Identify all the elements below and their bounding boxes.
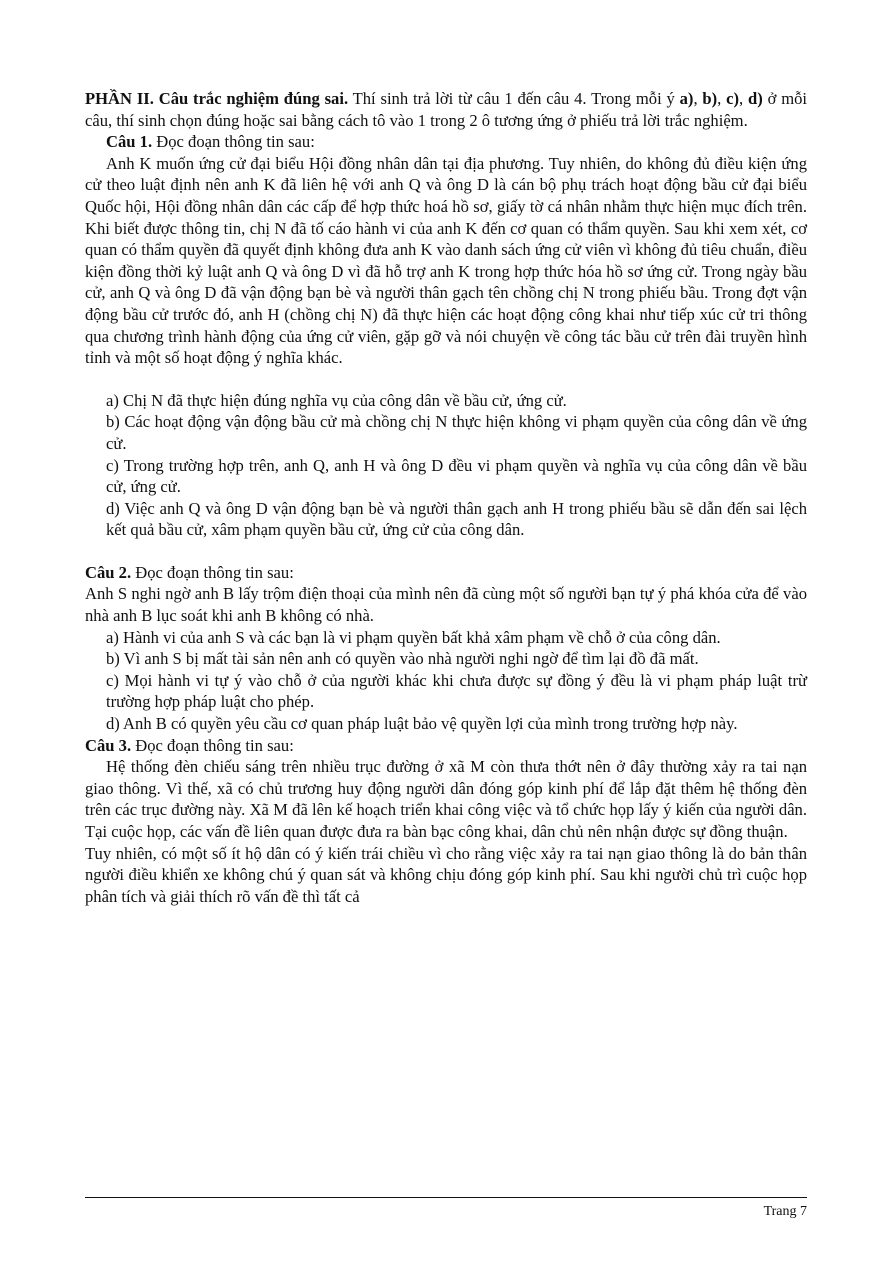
question-3-header: Câu 3. Đọc đoạn thông tin sau:	[85, 735, 294, 755]
question-2-option-c: c) Mọi hành vi tự ý vào chỗ ở của người khác khi chưa được sự đồng ý đều là vi phạm pháp luật trừ trường hợp pháp luật cho phép.	[106, 670, 807, 712]
question-2-header: Câu 2. Đọc đoạn thông tin sau:	[85, 562, 294, 582]
question-3-passage-continued: Tuy nhiên, có một số ít hộ dân có ý kiến trái chiều vì cho rằng việc xảy ra tai nạn giao thông là do bản thân người điều khiển xe không chú ý quan sát và không chịu đóng góp kinh phí. Sau khi người chủ trì cuộc họp phân tích và giải thích rõ vấn đề thì tất cả	[85, 843, 807, 906]
question-2-option-b: b) Vì anh S bị mất tài sản nên anh có quyền vào nhà người nghi ngờ để tìm lại đồ đã mất.	[106, 649, 699, 669]
question-1-option-a: a) Chị N đã thực hiện đúng nghĩa vụ của công dân về bầu cử, ứng cử.	[106, 390, 567, 410]
question-2-passage: Anh S nghi ngờ anh B lấy trộm điện thoại của mình nên đã cùng một số người bạn tự ý phá khóa cửa để vào nhà anh B lục soát khi anh B không có nhà.	[85, 584, 807, 626]
footer-divider	[85, 1197, 807, 1198]
question-label: Câu 2.	[85, 562, 132, 582]
question-label: Câu 1.	[106, 132, 153, 152]
section-heading: PHẦN II. Câu trắc nghiệm đúng sai.	[85, 89, 349, 108]
section-instructions: PHẦN II. Câu trắc nghiệm đúng sai. Thí sinh trả lời từ câu 1 đến câu 4. Trong mỗi ý a), b), c), d) ở mỗi câu, thí sinh chọn đúng hoặc sai bằng cách tô vào 1 trong 2 ô tương ứng ở phiếu trả lời trắc nghiệm.	[85, 89, 808, 130]
question-2-option-d: d) Anh B có quyền yêu cầu cơ quan pháp luật bảo vệ quyền lợi của mình trong trường hợp này.	[106, 714, 738, 734]
spacer	[85, 541, 807, 562]
spacer	[85, 369, 807, 390]
question-1-option-c: c) Trong trường hợp trên, anh Q, anh H và ông D đều vi phạm quyền và nghĩa vụ của công dân về bầu cử, ứng cử.	[106, 455, 807, 497]
question-1-header: Câu 1. Đọc đoạn thông tin sau:	[106, 132, 315, 152]
question-2-option-a: a) Hành vi của anh S và các bạn là vi phạm quyền bất khả xâm phạm về chỗ ở của công dân.	[106, 627, 721, 647]
question-1-option-d: d) Việc anh Q và ông D vận động bạn bè và người thân gạch anh H trong phiếu bầu sẽ dẫn đến sai lệch kết quả bầu cử, xâm phạm quyền bầu cử, ứng cử của công dân.	[106, 498, 807, 540]
page-number: Trang 7	[763, 1204, 807, 1219]
question-label: Câu 3.	[85, 735, 132, 755]
question-1-option-b: b) Các hoạt động vận động bầu cử mà chồng chị N thực hiện không vi phạm quyền của công dân về ứng cử.	[106, 412, 807, 453]
question-3-passage: Hệ thống đèn chiếu sáng trên nhiều trục đường ở xã M còn thưa thớt nên ở đây thường xảy ra tai nạn giao thông. Vì thế, xã có chủ trương huy động người dân đóng góp kinh phí để lắp đặt thêm hệ thống đèn trên các trục đường này. Xã M đã lên kế hoạch triển khai công việc và tổ chức họp lấy ý kiến của người dân. Tại cuộc họp, các vấn đề liên quan được đưa ra bàn bạc công khai, dân chủ nên nhận được sự đồng thuận.	[85, 757, 807, 841]
exam-page	[85, 88, 807, 907]
question-1-passage: Anh K muốn ứng cử đại biểu Hội đồng nhân dân tại địa phương. Tuy nhiên, do không đủ điều kiện ứng cử theo luật định nên anh K đã liên hệ với anh Q và ông D là cán bộ phụ trách hoạt động bầu cử đại biểu Quốc hội, Hội đồng nhân dân các cấp để hợp thức hoá hồ sơ, giấy tờ cá nhân nhằm thực hiện mục đích trên. Khi biết được thông tin, chị N đã tố cáo hành vi của anh K đến cơ quan có thẩm quyền. Sau khi xem xét, cơ quan có thẩm quyền đã quyết định không đưa anh K vào danh sách ứng cử viên vì không đủ tiêu chuẩn, điều kiện đồng thời kỷ luật anh Q và ông D vì đã hỗ trợ anh K trong hợp thức hóa hồ sơ ứng cử. Trong ngày bầu cử, anh Q và ông D đã vận động bạn bè và người thân gạch tên chồng chị N trong phiếu bầu. Trong đợt vận động bầu cử trước đó, anh H (chồng chị N) đã thực hiện các hoạt động công khai như tiếp xúc cử tri thông qua chương trình hành động của ứng cử viên, gặp gỡ và nói chuyện về công tác bầu cử trên đài truyền hình tỉnh và một số hoạt động ý nghĩa khác.	[85, 153, 807, 368]
